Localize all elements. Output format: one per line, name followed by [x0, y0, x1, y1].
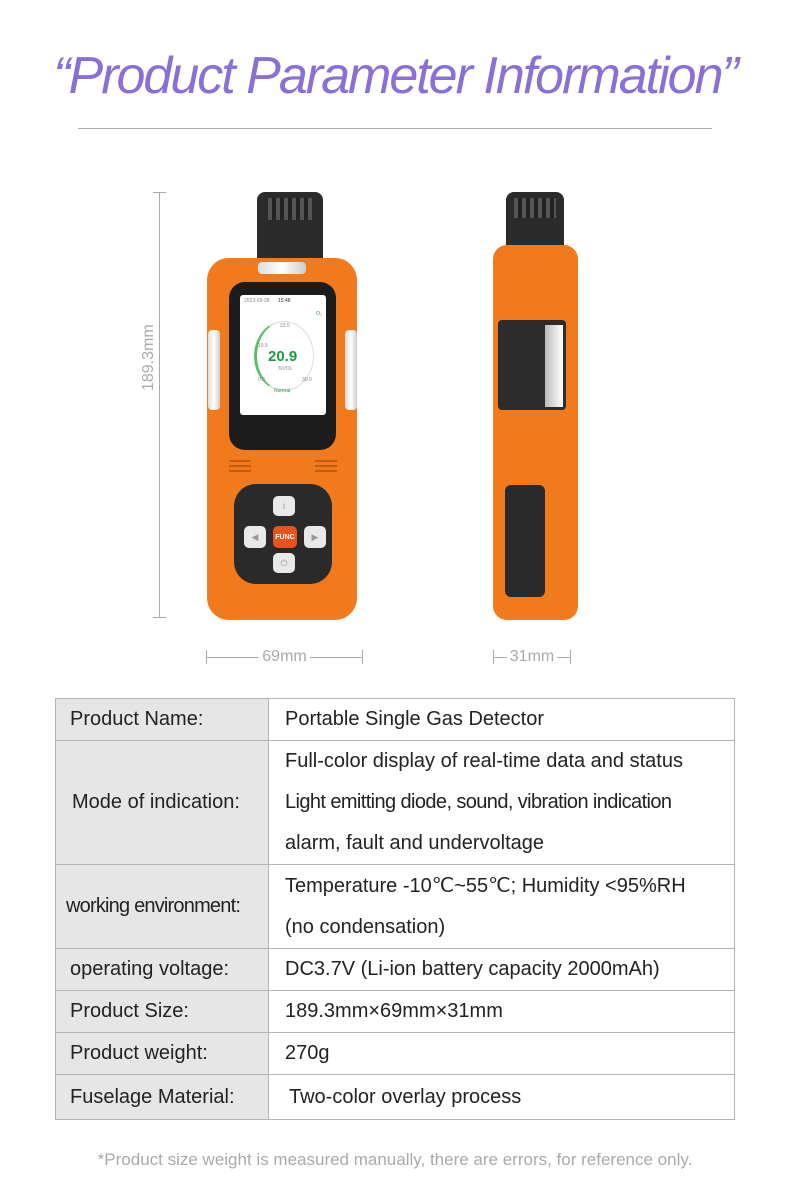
dimension-tick [153, 192, 166, 193]
param-value: Temperature -10℃~55℃; Humidity <95%RH [285, 874, 686, 897]
param-value: (no condensation) [285, 915, 446, 938]
sensor-grill [268, 198, 312, 220]
parameter-table [55, 698, 735, 1120]
param-label: working environment: [56, 865, 269, 949]
table-row [56, 1033, 735, 1075]
table-row [56, 865, 735, 949]
page-title: “Product Parameter Information” [53, 47, 737, 105]
gauge-max: 30.0 [302, 377, 312, 383]
param-value: Light emitting diode, sound, vibration indication [285, 791, 672, 813]
gauge-low: 19.5 [258, 343, 268, 349]
gas-reading: 20.9 [268, 348, 298, 365]
param-label: operating voltage: [56, 949, 269, 991]
dimension-tick [153, 617, 166, 618]
gauge-high: 23.5 [280, 323, 290, 329]
param-label: Fuselage Material: [56, 1075, 269, 1120]
side-light [208, 330, 220, 410]
side-light [345, 330, 357, 410]
param-value: DC3.7V (Li-ion battery capacity 2000mAh) [285, 958, 660, 980]
param-value: 189.3mm×69mm×31mm [285, 1000, 503, 1022]
param-value: alarm, fault and undervoltage [285, 832, 545, 854]
param-value: Portable Single Gas Detector [285, 708, 545, 730]
footnote: *Product size weight is measured manually, there are errors, for reference only. [97, 1150, 693, 1169]
table-row [56, 741, 735, 865]
top-light [258, 262, 306, 274]
screen-time: 15:48 [278, 298, 291, 304]
table-row [56, 949, 735, 991]
status-label: Normal [274, 388, 291, 394]
side-light [545, 325, 563, 407]
table-row [56, 991, 735, 1033]
speaker-vent [229, 460, 251, 474]
depth-dimension [493, 648, 571, 666]
width-label: 69mm [262, 648, 307, 665]
height-label: 189.3mm [140, 320, 158, 395]
gauge-min: 0.0 [258, 377, 265, 383]
gas-unit: %VOL [278, 366, 293, 372]
power-key[interactable]: ⏻ [273, 553, 295, 573]
param-value: Two-color overlay process [289, 1085, 522, 1108]
screen-gas: O₂ [316, 311, 322, 317]
param-label: Product weight: [56, 1033, 269, 1075]
height-dimension-line [159, 192, 160, 618]
width-dimension [206, 648, 363, 666]
right-key[interactable]: ▶ [304, 526, 326, 548]
param-label: Product Size: [56, 991, 269, 1033]
depth-label: 31mm [509, 648, 555, 665]
param-label: Product Name: [56, 699, 269, 741]
param-value: 270g [285, 1042, 330, 1064]
device-screen [240, 295, 326, 415]
left-key[interactable]: ◀ [244, 526, 266, 548]
func-key[interactable]: FUNC [273, 526, 297, 548]
table-row [56, 699, 735, 741]
sensor-grill [514, 198, 556, 218]
speaker-vent [315, 460, 337, 474]
divider [78, 128, 712, 129]
info-key[interactable]: i [273, 496, 295, 516]
param-label: Mode of indication: [56, 741, 269, 865]
table-row [56, 1075, 735, 1120]
side-grip [505, 485, 545, 597]
param-value: Full-color display of real-time data and status [285, 750, 683, 772]
screen-date: 2023-09-28 [244, 298, 270, 304]
